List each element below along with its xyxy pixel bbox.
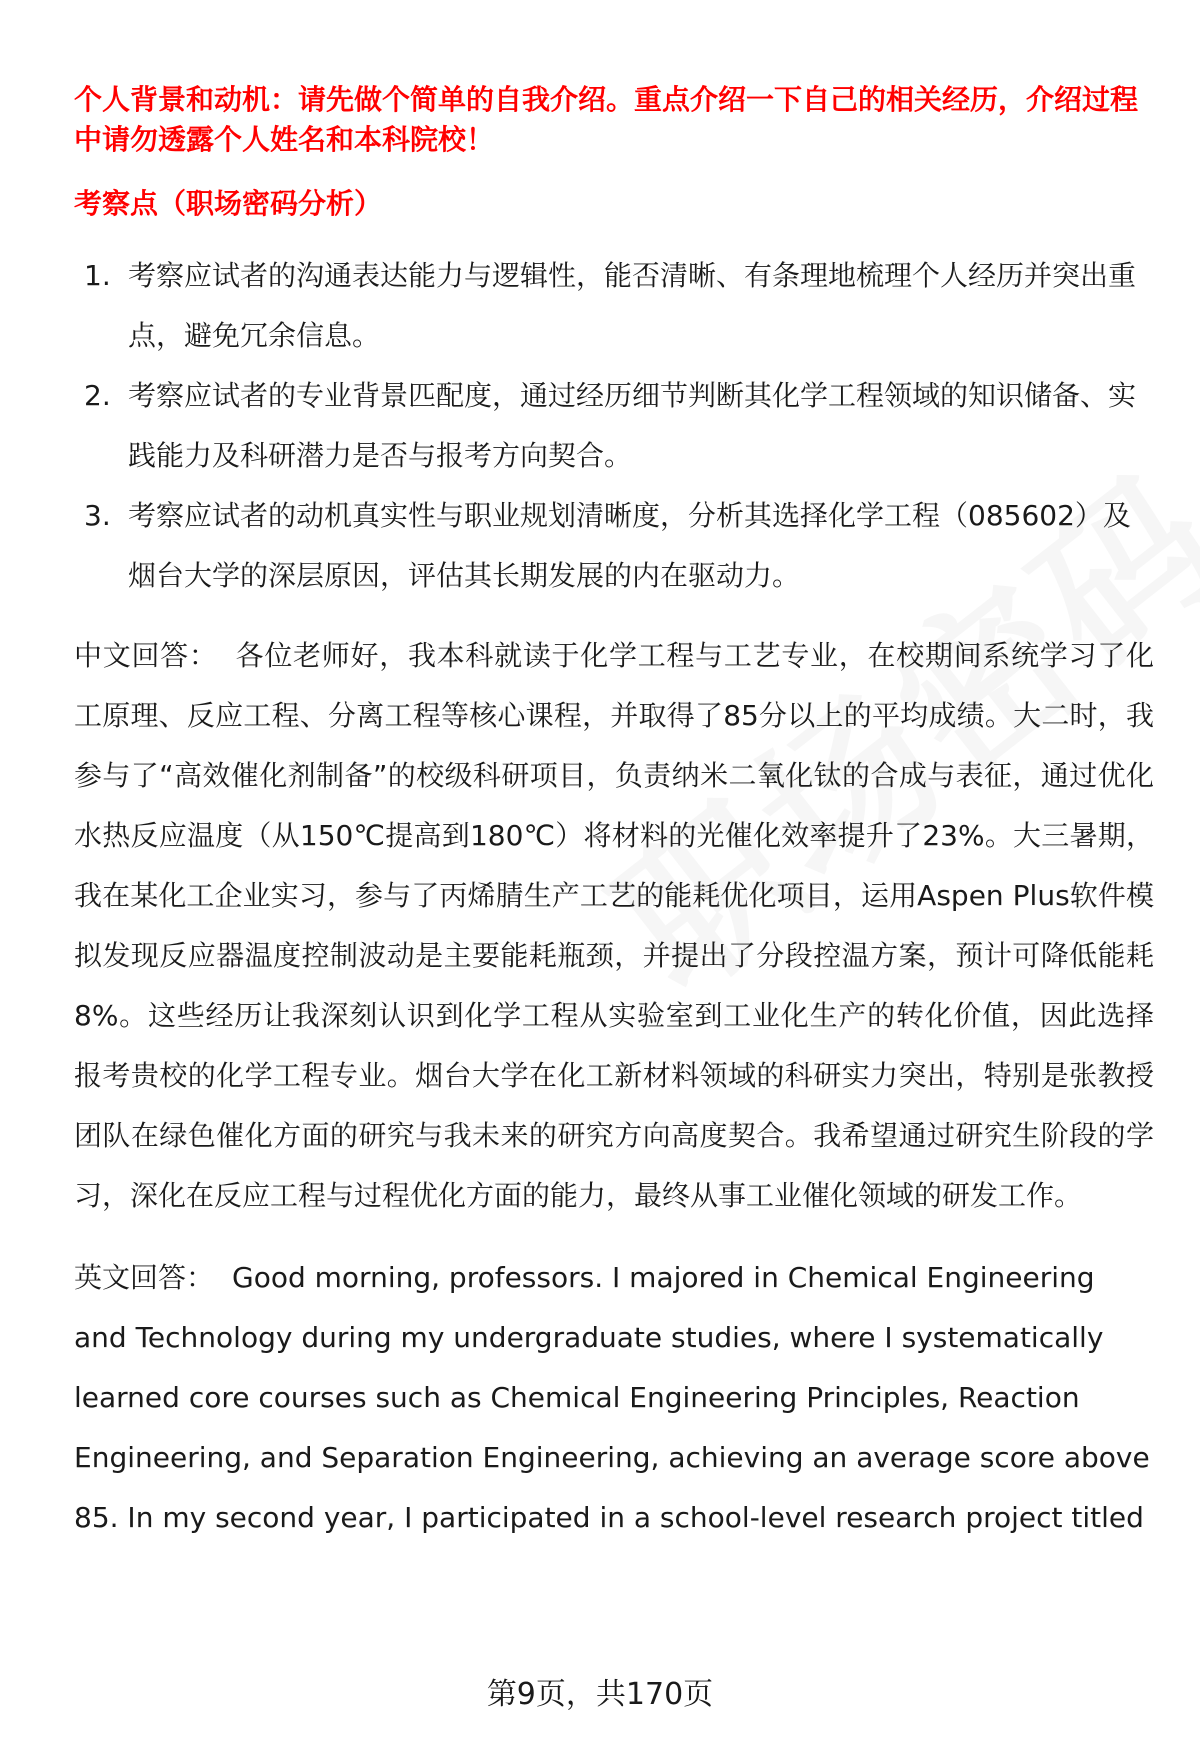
point-number: 2. xyxy=(84,379,111,412)
analysis-point-3 xyxy=(74,486,1154,606)
english-answer xyxy=(74,1248,1154,1548)
chinese-answer xyxy=(74,626,1154,1226)
point-text: 考察应试者的沟通表达能力与逻辑性，能否清晰、有条理地梳理个人经历并突出重点，避免冗余信息。 xyxy=(128,259,1137,352)
analysis-heading: 考察点（职场密码分析） xyxy=(74,187,383,220)
analysis-points-list xyxy=(74,246,1154,606)
point-text: 考察应试者的动机真实性与职业规划清晰度，分析其选择化学工程（085602）及烟台大学的深层原因，评估其长期发展的内在驱动力。 xyxy=(128,499,1131,592)
point-number: 3. xyxy=(84,499,111,532)
chinese-answer-label: 中文回答： xyxy=(74,639,218,672)
analysis-point-2 xyxy=(74,366,1154,486)
question-title: 个人背景和动机：请先做个简单的自我介绍。重点介绍一下自己的相关经历，介绍过程中请勿透露个人姓名和本科院校！ xyxy=(74,83,1139,156)
point-number: 1. xyxy=(84,259,111,292)
analysis-point-1 xyxy=(74,246,1154,366)
page-content xyxy=(74,80,1154,1548)
english-answer-text: Good morning, professors. I majored in Chemical Engineering and Technology during my undergraduate studies, where I systematically learned core courses such as Chemical Engineering Principles, Reaction Engineering, and Separation Engineering, achieving an average score above 85. In my second year, I participated in a school-level research project titled xyxy=(74,1261,1150,1534)
page-number-footer: 第9页，共170页 xyxy=(486,1677,714,1712)
chinese-answer-text: 各位老师好，我本科就读于化学工程与工艺专业，在校期间系统学习了化工原理、反应工程、分离工程等核心课程，并取得了85分以上的平均成绩。大二时，我参与了“高效催化剂制备”的校级科研项目，负责纳米二氧化钛的合成与表征，通过优化水热反应温度（从150℃提高到180℃）将材料的光催化效率提升了23%。大三暑期，我在某化工企业实习，参与了丙烯腈生产工艺的能耗优化项目，运用Aspen Plus软件模拟发现反应器温度控制波动是主要能耗瓶颈，并提出了分段控温方案，预计可降低能耗8%。这些经历让我深刻认识到化学工程从实验室到工业化生产的转化价值，因此选择报考贵校的化学工程专业。烟台大学在化工新材料领域的科研实力突出，特别是张教授团队在绿色催化方面的研究与我未来的研究方向高度契合。我希望通过研究生阶段的学习，深化在反应工程与过程优化方面的能力，最终从事工业催化领域的研发工作。 xyxy=(74,639,1154,1212)
english-answer-label: 英文回答： xyxy=(74,1261,215,1294)
point-text: 考察应试者的专业背景匹配度，通过经历细节判断其化学工程领域的知识储备、实践能力及科研潜力是否与报考方向契合。 xyxy=(128,379,1137,472)
